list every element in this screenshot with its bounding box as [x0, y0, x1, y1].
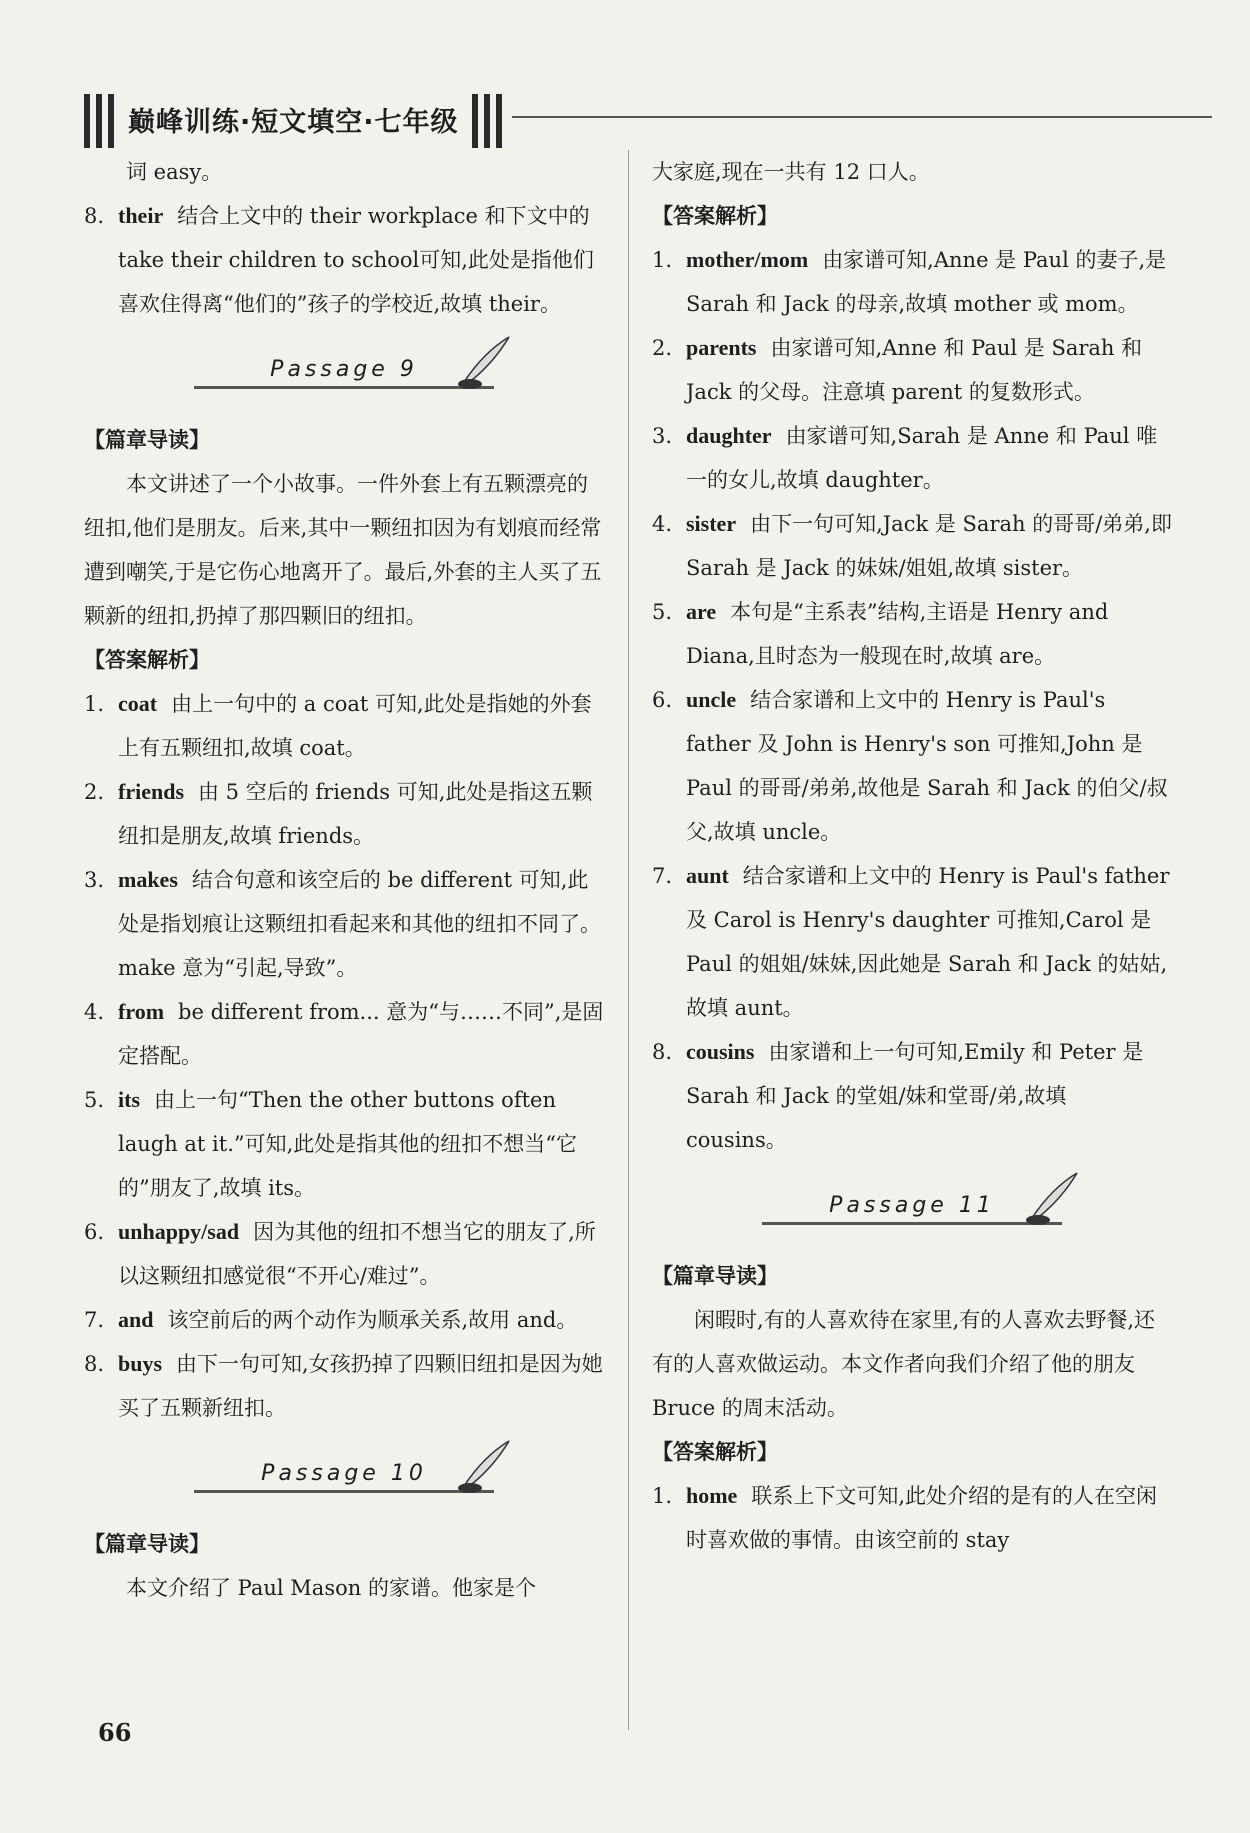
- answer-word: uncle: [686, 687, 737, 712]
- answer-word: cousins: [686, 1039, 755, 1064]
- section-guide-title: 【篇章导读】: [84, 1532, 210, 1556]
- page-header: [84, 86, 1214, 156]
- list-item: 4. from be different from... 意为“与……不同”,是固定搭配。: [84, 999, 604, 1068]
- header-bars-left: [84, 94, 118, 148]
- list-item: 8. cousins 由家谱和上一句可知,Emily 和 Peter 是 Sarah 和 Jack 的堂姐/妹和堂哥/弟,故填 cousins。: [652, 1039, 1144, 1152]
- answer-word: makes: [118, 867, 178, 892]
- list-item: 2. parents 由家谱可知,Anne 和 Paul 是 Sarah 和 Jack 的父母。注意填 parent 的复数形式。: [652, 335, 1143, 404]
- guide-text: 本文讲述了一个小故事。一件外套上有五颗漂亮的纽扣,他们是朋友。后来,其中一颗纽扣因为有划痕而经常遭到嘲笑,于是它伤心地离开了。最后,外套的主人买了五颗新的纽扣,扔掉了那四颗旧的纽扣。: [84, 472, 602, 628]
- passage-9-heading: Passage 9: [84, 326, 604, 418]
- answer-word: parents: [686, 335, 757, 360]
- section-guide-title: 【篇章导读】: [84, 428, 210, 452]
- list-item: 1. home 联系上下文可知,此处介绍的是有的人在空闲时喜欢做的事情。由该空前的 stay: [652, 1483, 1158, 1552]
- answer-word: mother/mom: [686, 247, 809, 272]
- section-answer-title: 【答案解析】: [652, 1440, 778, 1464]
- list-item: 3. daughter 由家谱可知,Sarah 是 Anne 和 Paul 唯一的女儿,故填 daughter。: [652, 423, 1158, 492]
- quill-icon: [454, 1436, 514, 1496]
- column-divider: [628, 150, 629, 1730]
- answer-word: are: [686, 599, 717, 624]
- answer-word: its: [118, 1087, 140, 1112]
- right-column: [652, 150, 1172, 1562]
- section-answer-title: 【答案解析】: [84, 648, 210, 672]
- passage-10-heading: Passage 10: [84, 1430, 604, 1522]
- list-item: 4. sister 由下一句可知,Jack 是 Sarah 的哥哥/弟弟,即 Sarah 是 Jack 的妹妹/姐姐,故填 sister。: [652, 511, 1172, 580]
- list-item: 2. friends 由 5 空后的 friends 可知,此处是指这五颗纽扣是朋友,故填 friends。: [84, 779, 593, 848]
- quill-icon: [1022, 1168, 1082, 1228]
- answer-word: coat: [118, 691, 158, 716]
- page-number: 66: [98, 1718, 132, 1747]
- list-item: 8. their 结合上文中的 their workplace 和下文中的 take their children to school可知,此处是指他们喜欢住得离“他们的”孩子的学校近,故填 their。: [84, 203, 594, 316]
- list-item: 1. coat 由上一句中的 a coat 可知,此处是指她的外套上有五颗纽扣,故填 coat。: [84, 691, 592, 760]
- answer-word: their: [118, 203, 164, 228]
- header-bars-right: [472, 94, 506, 148]
- answer-word: home: [686, 1483, 738, 1508]
- answer-word: daughter: [686, 423, 772, 448]
- list-item: 8. buys 由下一句可知,女孩扔掉了四颗旧纽扣是因为她买了五颗新纽扣。: [84, 1351, 603, 1420]
- answer-word: unhappy/sad: [118, 1219, 240, 1244]
- guide-text: 本文介绍了 Paul Mason 的家谱。他家是个: [126, 1576, 536, 1600]
- answer-word: friends: [118, 779, 184, 804]
- header-title: 巅峰训练·短文填空·七年级: [128, 107, 459, 138]
- guide-continuation: 大家庭,现在一共有 12 口人。: [652, 160, 930, 184]
- left-column: [84, 150, 604, 1610]
- answer-word: and: [118, 1307, 154, 1332]
- intro-continuation: 词 easy。: [126, 160, 223, 184]
- list-item: 3. makes 结合句意和该空后的 be different 可知,此处是指划痕让这颗纽扣看起来和其他的纽扣不同了。make 意为“引起,导致”。: [84, 867, 601, 980]
- answer-word: sister: [686, 511, 737, 536]
- header-rule: [512, 116, 1212, 118]
- passage-11-heading: Passage 11: [652, 1162, 1172, 1254]
- list-item: 1. mother/mom 由家谱可知,Anne 是 Paul 的妻子,是 Sarah 和 Jack 的母亲,故填 mother 或 mom。: [652, 247, 1167, 316]
- list-item: 5. its 由上一句“Then the other buttons often laugh at it.”可知,此处是指其他的纽扣不想当“它的”朋友了,故填 its。: [84, 1087, 578, 1200]
- answer-word: buys: [118, 1351, 163, 1376]
- guide-text: 闲暇时,有的人喜欢待在家里,有的人喜欢去野餐,还有的人喜欢做运动。本文作者向我们介绍了他的朋友 Bruce 的周末活动。: [652, 1308, 1156, 1420]
- list-item: 7. aunt 结合家谱和上文中的 Henry is Paul's father 及 Carol is Henry's daughter 可推知,Carol 是 Paul 的姐姐/妹妹,因此她是 Sarah 和 Jack 的姑姑,故填 aunt。: [652, 863, 1170, 1020]
- section-guide-title: 【篇章导读】: [652, 1264, 778, 1288]
- quill-icon: [454, 332, 514, 392]
- list-item: 6. unhappy/sad 因为其他的纽扣不想当它的朋友了,所以这颗纽扣感觉很“不开心/难过”。: [84, 1219, 596, 1288]
- section-answer-title: 【答案解析】: [652, 204, 778, 228]
- list-item: 6. uncle 结合家谱和上文中的 Henry is Paul's father 及 John is Henry's son 可推知,John 是 Paul 的哥哥/弟弟,故他是 Sarah 和 Jack 的伯父/叔父,故填 uncle。: [652, 687, 1168, 844]
- answer-word: from: [118, 999, 165, 1024]
- answer-word: aunt: [686, 863, 729, 888]
- list-item: 7. and 该空前后的两个动作为顺承关系,故用 and。: [84, 1307, 578, 1332]
- list-item: 5. are 本句是“主系表”结构,主语是 Henry and Diana,且时态为一般现在时,故填 are。: [652, 599, 1109, 668]
